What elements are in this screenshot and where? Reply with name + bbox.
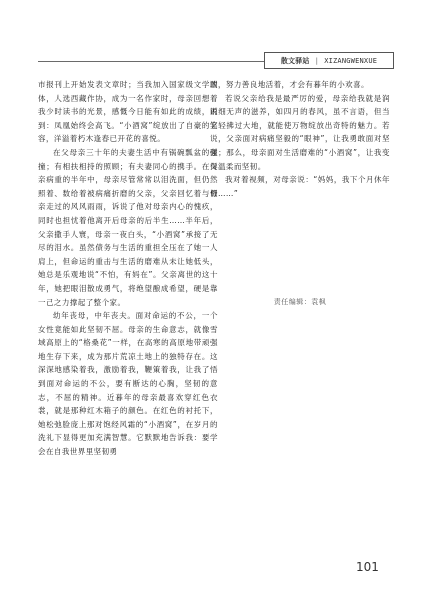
header-rule [38,61,264,62]
right-text-column [210,78,390,200]
column-tag [264,52,394,69]
column-separator: | [315,56,319,65]
left-text-column [38,78,218,459]
paragraph: 敢，努力善良地活着，才会有暮年的小欢喜。 [210,80,369,89]
paragraph: 幼年丧母，中年丧夫。面对命运的不公，一个女性竟能如此坚韧不屈。母亲的生命意志，就像雪域高原上的“格桑花”一样，在高寒的高原地带顽强地生存下来，成为那片荒凉土地上的独特存在。这深深地感染着我，激励着我，鞭策着我，让我了悟到面对命运的不公，要有断达的心胸，坚韧的意志，不屈的精神。近暮年的母亲最喜欢穿红色衣裳，就是那种红木箱子的颜色。在红色的衬托下，她松弛脸庞上那对饱经风霜的“小酒窝”，在岁月的洗礼下显得更加充满智慧。它默默地告诉我：要学会在自我世界里坚韧勇 [38,311,218,457]
paragraph: 我对着视频，对母亲说：“妈妈，我下个月休年假……” [210,175,390,198]
paragraph: 若说父亲给我是最严厉的爱，母亲给我就是润雨细无声的滋养，如四月的春风，虽不言语，但当它轻拂过大地，就能使万物绽放出奇特的魅力。若说，父亲面对病痛坚毅的“眼神”，让我勇敢面对坚强；那么，母亲面对生活磨难的“小酒窝”，让我变得温柔而坚韧。 [210,93,390,171]
editor-credit: 责任编辑：袁枫 [273,298,327,306]
page-number: 101 [356,560,379,574]
column-pinyin: XIZANGWENXUE [324,56,378,65]
column-name: 散文驿站 [280,56,310,65]
running-header [0,50,427,72]
paragraph: 市报刊上开始发表文章时；当我加入国家级文学团体，人选西藏作协，成为一名作家时，母亲回想着我少时读书的光景，感慨今日能有如此的成绩，说到：凤凰始终会高飞。“小酒窝”绽放出了自豪的笑容，洋溢着朽木逢春已开花的喜悦。 [38,80,218,144]
paragraph: 在父母亲三十年的夫妻生活中有锅碗瓢盆的碰撞；有相扶相持的照顾；有夫妻同心的携手。在父亲病重的半年中，母亲尽管常常以泪洗面，但仍然照着、数给着被病痛折磨的父亲，父亲回忆着与母亲走过的风风雨雨，诉说了他对母亲内心的愧疚，同时也担忧着他离开后母亲的后半生……半年后，父亲撒手人寰，母亲一夜白头，“小酒窝”承接了无尽的泪水。虽然债务与生活的重担全压在了她一人肩上，但命运的重击与生活的磨难从未让她低头，她总是乐观地说“不怕，有妈在”。父亲离世的这十年，她把眼泪散成勇气，将绝望酿成希望，硬是靠一己之力撑起了整个家。 [38,147,218,307]
